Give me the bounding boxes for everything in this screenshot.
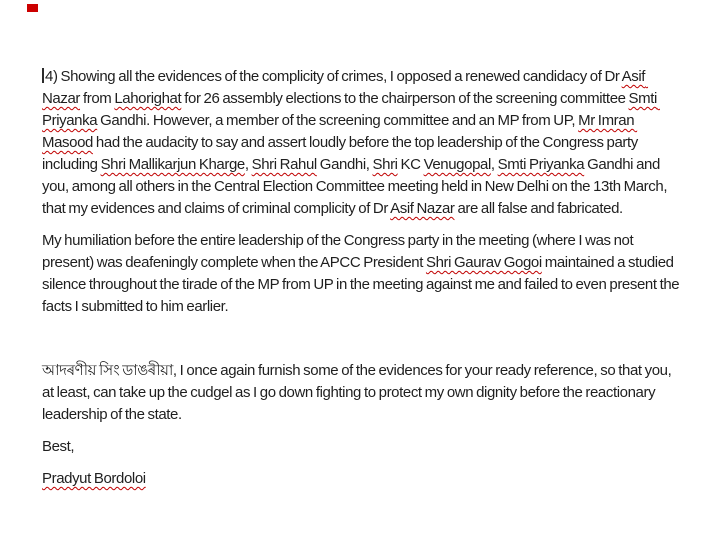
- text-run[interactable]: are all false and fabricated.: [454, 200, 623, 217]
- text-run[interactable]: from: [80, 90, 115, 107]
- misspelled-word[interactable]: Lahorighat: [114, 90, 182, 107]
- text-run[interactable]: ,: [244, 156, 252, 173]
- misspelled-word[interactable]: Shri Gaurav Gogoi: [425, 254, 542, 271]
- misspelled-word[interactable]: Asif Nazar: [42, 68, 649, 107]
- paragraph[interactable]: [42, 360, 685, 426]
- text-cursor: [42, 68, 44, 83]
- red-marker: [27, 4, 38, 12]
- misspelled-word[interactable]: Venugopal: [423, 156, 491, 173]
- paragraph[interactable]: [42, 66, 685, 220]
- misspelled-word[interactable]: Smti Priyanka: [497, 156, 585, 173]
- misspelled-word[interactable]: Smti Priyanka: [42, 90, 660, 129]
- misspelled-word[interactable]: Shri: [372, 156, 398, 173]
- text-run[interactable]: maintained a studied silence throughout the tirade of the MP from UP in the meeting against me and failed to even present the facts I submitted to him earlier.: [42, 254, 683, 315]
- misspelled-word[interactable]: Mr Imran Masood: [42, 112, 638, 151]
- text-run[interactable]: for 26 assembly elections to the chairperson of the screening committee: [181, 90, 629, 107]
- paragraph[interactable]: [42, 468, 685, 490]
- paragraph[interactable]: [42, 328, 685, 350]
- text-run[interactable]: KC: [397, 156, 424, 173]
- document-body[interactable]: [42, 66, 685, 500]
- misspelled-word[interactable]: Shri Mallikarjun Kharge: [100, 156, 245, 173]
- text-run[interactable]: had the audacity to say and assert loudly before the top leadership of the Congress party including: [42, 134, 641, 173]
- text-run[interactable]: আদৰণীয় সিং ডাঙৰীয়া, I once again furnish some of the evidences for your ready reference, so that you, at least, can take up the cudgel as I go down fighting to protect my own dignity before the reactionary leadership of the state.: [42, 362, 675, 423]
- text-run[interactable]: Gandhi. However, a member of the screening committee and an MP from UP,: [97, 112, 579, 129]
- paragraph[interactable]: [42, 230, 685, 318]
- paragraph[interactable]: [42, 436, 685, 458]
- text-run[interactable]: ,: [490, 156, 498, 173]
- text-run[interactable]: Best,: [42, 438, 75, 455]
- text-run[interactable]: 4) Showing all the evidences of the complicity of crimes, I opposed a renewed candidacy of Dr: [45, 68, 622, 85]
- text-run[interactable]: Gandhi,: [316, 156, 373, 173]
- misspelled-word[interactable]: Shri Rahul: [251, 156, 317, 173]
- misspelled-word[interactable]: Asif Nazar: [390, 200, 455, 217]
- misspelled-word[interactable]: Pradyut Bordoloi: [42, 470, 146, 487]
- text-run[interactable]: Gandhi and you, among all others in the Central Election Committee meeting held in New Delhi on the 13th March, that my evidences and claims of criminal complicity of Dr: [42, 156, 671, 217]
- text-run[interactable]: My humiliation before the entire leadership of the Congress party in the meeting (where I was not present) was deafeningly complete when the APCC President: [42, 232, 637, 271]
